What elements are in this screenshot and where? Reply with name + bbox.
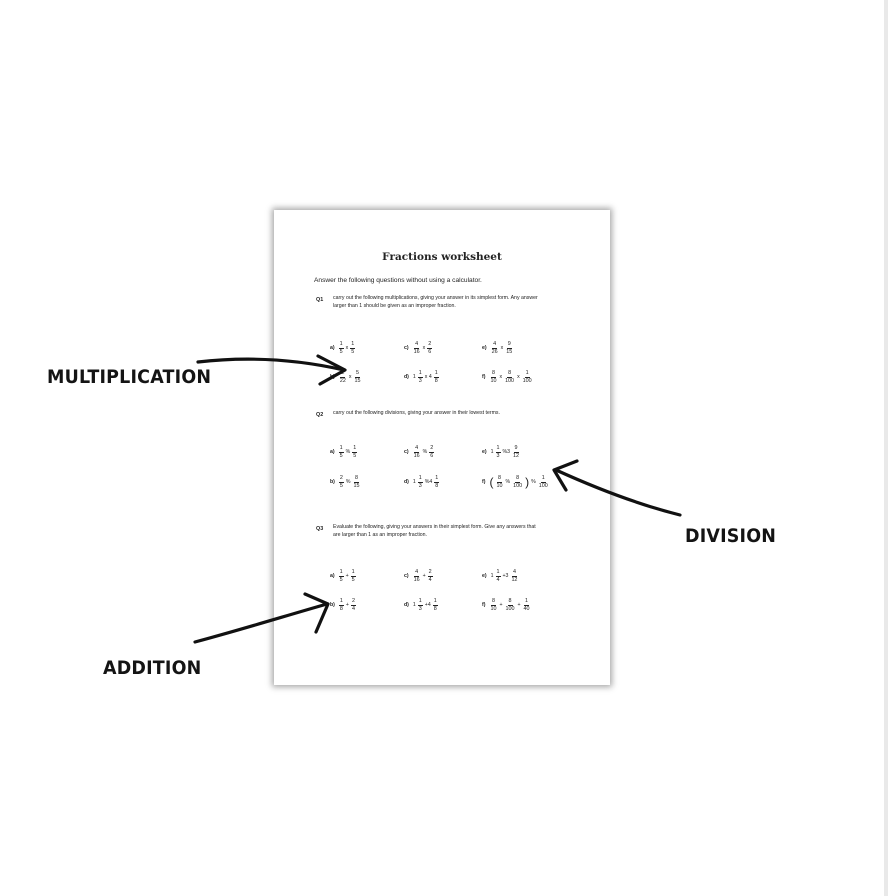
denominator: 5 — [339, 576, 343, 583]
denominator: 22 — [339, 377, 346, 384]
operator: %3 — [502, 449, 511, 455]
denominator: 5 — [351, 576, 355, 583]
numerator: 4 — [415, 445, 419, 451]
denominator: 5 — [339, 482, 343, 489]
numerator: 4 — [415, 341, 419, 347]
denominator: 15 — [354, 377, 361, 384]
numerator: 2 — [351, 598, 355, 604]
q3-text: Evaluate the following, giving your answers in their simplest form. Give any answers that are larger than 1 as an improper fraction. — [333, 524, 536, 538]
operator: % — [345, 449, 351, 455]
numerator: 2 — [428, 341, 432, 347]
problem-label: c) — [404, 573, 409, 579]
numerator: 8 — [508, 370, 512, 376]
operator: x — [499, 374, 503, 380]
operator: x — [422, 345, 426, 351]
problem-label: e) — [482, 449, 487, 455]
numerator: 8 — [516, 475, 520, 481]
operator: % — [531, 479, 536, 485]
numerator: 1 — [351, 569, 355, 575]
denominator: 16 — [413, 452, 420, 459]
denominator: 5 — [353, 452, 357, 459]
problem-label: e) — [482, 345, 487, 351]
numerator: 1 — [418, 475, 422, 481]
denominator: 26 — [491, 348, 498, 355]
operator: x — [500, 345, 504, 351]
problem-label: a) — [330, 345, 335, 351]
operator: + — [422, 573, 426, 579]
numerator: 1 — [351, 341, 355, 347]
operator: 1 — [490, 449, 494, 455]
problem-label: b) — [330, 602, 335, 608]
worksheet-intro: Answer the following questions without using a calculator. — [314, 277, 482, 284]
operator: +4 — [424, 602, 431, 608]
addition-arrow — [195, 604, 327, 642]
denominator: 15 — [506, 348, 513, 355]
numerator: 4 — [493, 341, 497, 347]
operator: %4 — [424, 479, 433, 485]
denominator: 3 — [418, 482, 422, 489]
denominator: 6 — [430, 452, 434, 459]
denominator: 8 — [339, 605, 343, 612]
numerator: 2 — [341, 370, 345, 376]
numerator: 1 — [525, 598, 529, 604]
numerator: 1 — [496, 445, 500, 451]
denominator: 6 — [428, 348, 432, 355]
operator: x 4 — [424, 374, 432, 380]
denominator: 4 — [428, 576, 432, 583]
numerator: 8 — [355, 475, 359, 481]
problem-label: f) — [482, 479, 486, 485]
denominator: 40 — [523, 605, 530, 612]
denominator: 10 — [490, 377, 497, 384]
operator: % — [345, 479, 351, 485]
numerator: 5 — [356, 370, 359, 376]
numerator: 1 — [353, 445, 357, 451]
denominator: 100 — [538, 482, 548, 489]
numerator: 8 — [491, 598, 495, 604]
numerator: 4 — [415, 569, 419, 575]
denominator: 100 — [513, 482, 523, 489]
numerator: 1 — [418, 598, 422, 604]
denominator: 16 — [413, 576, 420, 583]
numerator: 2 — [339, 475, 343, 481]
numerator: 1 — [496, 569, 500, 575]
operator: 1 — [412, 479, 416, 485]
problem-label: f) — [482, 374, 486, 380]
denominator: 4 — [351, 605, 355, 612]
parenthesis: ( — [489, 475, 494, 489]
numerator: 1 — [339, 598, 343, 604]
problem-label: d) — [404, 374, 409, 380]
denominator: 5 — [339, 348, 343, 355]
problem-label: d) — [404, 602, 409, 608]
problem-label: c) — [404, 449, 409, 455]
numerator: 1 — [541, 475, 545, 481]
denominator: 15 — [353, 482, 360, 489]
operator: + — [517, 602, 521, 608]
worksheet-title: Fractions worksheet — [382, 251, 502, 263]
denominator: 4 — [496, 576, 500, 583]
numerator: 1 — [434, 370, 438, 376]
denominator: 10 — [490, 605, 497, 612]
denominator: 12 — [511, 576, 518, 583]
denominator: 100 — [522, 377, 532, 384]
problem-label: b) — [330, 479, 335, 485]
numerator: 1 — [339, 341, 343, 347]
denominator: 8 — [433, 605, 437, 612]
denominator: 8 — [434, 377, 438, 384]
division-label: DIVISION — [685, 525, 777, 547]
numerator: 1 — [418, 370, 422, 376]
problem-label: a) — [330, 449, 335, 455]
numerator: 8 — [491, 370, 495, 376]
addition-label: ADDITION — [103, 657, 202, 679]
operator: x — [517, 374, 520, 380]
denominator: 100 — [505, 605, 515, 612]
numerator: 8 — [508, 598, 512, 604]
operator: x — [348, 374, 352, 380]
multiplication-arrow — [198, 359, 344, 370]
numerator: 4 — [512, 569, 516, 575]
operator: + — [345, 573, 349, 579]
numerator: 9 — [507, 341, 511, 347]
q3-label: Q3 — [316, 526, 324, 532]
q2-text: carry out the following divisions, giving your answer in their lowest terms. — [333, 410, 500, 416]
numerator: 1 — [525, 370, 529, 376]
q2-label: Q2 — [316, 412, 324, 418]
numerator: 1 — [433, 598, 437, 604]
numerator: 1 — [435, 475, 439, 481]
operator: 1 — [490, 573, 494, 579]
numerator: 2 — [428, 569, 432, 575]
denominator: 12 — [513, 452, 520, 459]
addition-arrowhead — [305, 594, 328, 632]
numerator: 2 — [430, 445, 434, 451]
denominator: 3 — [496, 452, 500, 459]
q1-text: carry out the following multiplications, giving your answer in its simplest form. Any answer larger than 1 should be given as an improper fraction. — [333, 295, 538, 309]
denominator: 3 — [418, 605, 422, 612]
problem-label: e) — [482, 573, 487, 579]
operator: +3 — [502, 573, 509, 579]
numerator: 1 — [339, 569, 343, 575]
problem-label: a) — [330, 573, 335, 579]
problem-label: c) — [404, 345, 409, 351]
parenthesis: ) — [525, 475, 530, 489]
operator: 1 — [412, 602, 416, 608]
q1-label: Q1 — [316, 297, 324, 303]
multiplication-label: MULTIPLICATION — [47, 366, 212, 388]
operator: % — [422, 449, 428, 455]
problem-label: b) — [330, 374, 335, 380]
denominator: 3 — [418, 377, 422, 384]
division-arrow — [556, 470, 680, 515]
denominator: 5 — [339, 452, 343, 459]
numerator: 1 — [339, 445, 343, 451]
problem-label: f) — [482, 602, 486, 608]
denominator: 10 — [496, 482, 503, 489]
operator: 1 — [412, 374, 416, 380]
problem-label: d) — [404, 479, 409, 485]
operator: % — [505, 479, 511, 485]
numerator: 8 — [497, 475, 501, 481]
denominator: 8 — [435, 482, 439, 489]
operator: + — [499, 602, 503, 608]
operator: + — [345, 602, 349, 608]
denominator: 16 — [413, 348, 420, 355]
numerator: 9 — [514, 445, 518, 451]
operator: x — [345, 345, 349, 351]
denominator: 5 — [351, 348, 355, 355]
denominator: 100 — [505, 377, 515, 384]
